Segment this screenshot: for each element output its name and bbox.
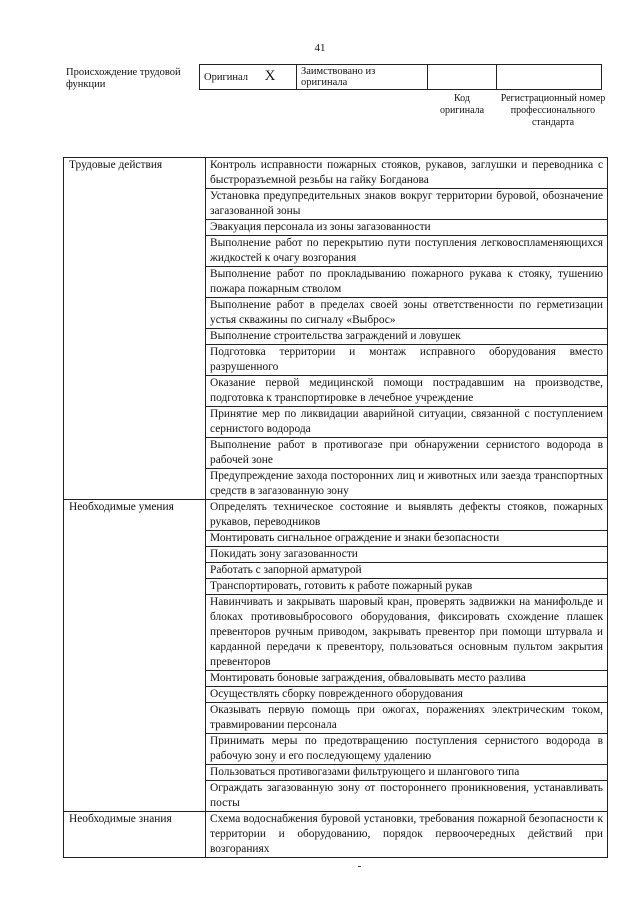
- section-item: Оказание первой медицинской помощи пострадавшим на производстве, подготовка к транспортировке в лечебное учреждение: [206, 376, 608, 407]
- section-item: Определять техническое состояние и выявлять дефекты стояков, пожарных рукавов, переводников: [206, 500, 608, 531]
- section-item: Навинчивать и закрывать шаровый кран, проверять задвижки на манифольде и блоках противовыбросового оборудования, фиксировать схождение плашек превенторов ручным приводом, закрывать превентор при помощи штурвала и карданной передачи к превентору, пользоваться основным пультом закрытия превенторов: [206, 595, 608, 671]
- table-row: [64, 500, 608, 531]
- code-cell: [428, 65, 497, 90]
- borrowed-cell: [297, 65, 428, 90]
- section-title-actions: Трудовые действия: [64, 158, 206, 500]
- origin-label: Происхождение трудовой функции: [66, 67, 181, 90]
- section-item: Предупреждение захода посторонних лиц и животных или заезда транспортных средств в загазованную зону: [206, 469, 608, 500]
- section-item: Выполнение работ в противогазе при обнаружении сернистого водорода в рабочей зоне: [206, 438, 608, 469]
- section-item: Ограждать загазованную зону от постороннего проникновения, устанавливать посты: [206, 781, 608, 812]
- section-item: Работать с запорной арматурой: [206, 563, 608, 579]
- section-item: Выполнение работ в пределах своей зоны ответственности по герметизации устья скважины по сигналу «Выброс»: [206, 298, 608, 329]
- original-label: Оригинал: [204, 72, 248, 83]
- section-title-skills: Необходимые умения: [64, 500, 206, 812]
- functions-table: [63, 157, 608, 858]
- borrowed-label: Заимствовано из оригинала: [301, 66, 376, 88]
- reg-number-cell: [497, 65, 602, 90]
- section-item: Выполнение работ по прокладыванию пожарного рукава к стояку, тушению пожара пожарным стволом: [206, 267, 608, 298]
- origin-table: [199, 64, 602, 90]
- section-item: Принимать меры по предотвращению поступления сернистого водорода в рабочую зону и его последующему удалению: [206, 734, 608, 765]
- section-item: Пользоваться противогазами фильтрующего и шлангового типа: [206, 765, 608, 781]
- section-item: Монтировать боновые заграждения, обваловывать место разлива: [206, 671, 608, 687]
- section-item: Оказывать первую помощь при ожогах, поражениях электрическим током, травмировании персонала: [206, 703, 608, 734]
- section-item: Выполнение строительства заграждений и ловушек: [206, 329, 608, 345]
- page-number: 41: [314, 42, 326, 54]
- table-row: [64, 158, 608, 189]
- original-mark: X: [264, 68, 276, 84]
- original-cell: [200, 65, 297, 90]
- section-item: Установка предупредительных знаков вокруг территории буровой, обозначение загазованной зоны: [206, 189, 608, 220]
- page-mark: [358, 866, 361, 867]
- section-title-knowledge: Необходимые знания: [64, 812, 206, 858]
- section-item: Эвакуация персонала из зоны загазованности: [206, 220, 608, 236]
- section-item: Схема водоснабжения буровой установки, требования пожарной безопасности к территории и оборудованию, порядок первоочередных действий при возгораниях: [206, 812, 608, 858]
- table-row: [64, 812, 608, 858]
- section-item: Выполнение работ по перекрытию пути поступления легковоспламеняющихся жидкостей к очагу возгорания: [206, 236, 608, 267]
- reg-label: Регистрационный номер профессионального стандарта: [500, 93, 606, 128]
- section-item: Принятие мер по ликвидации аварийной ситуации, связанной с поступлением сернистого водорода: [206, 407, 608, 438]
- code-label: Код оригинала: [439, 93, 485, 116]
- section-item: Подготовка территории и монтаж исправного оборудования вместо разрушенного: [206, 345, 608, 376]
- section-item: Осуществлять сборку поврежденного оборудования: [206, 687, 608, 703]
- section-item: Монтировать сигнальное ограждение и знаки безопасности: [206, 531, 608, 547]
- section-item: Транспортировать, готовить к работе пожарный рукав: [206, 579, 608, 595]
- section-item: Контроль исправности пожарных стояков, рукавов, заглушки и переводника с быстроразъемной резьбы на гайку Богданова: [206, 158, 608, 189]
- section-item: Покидать зону загазованности: [206, 547, 608, 563]
